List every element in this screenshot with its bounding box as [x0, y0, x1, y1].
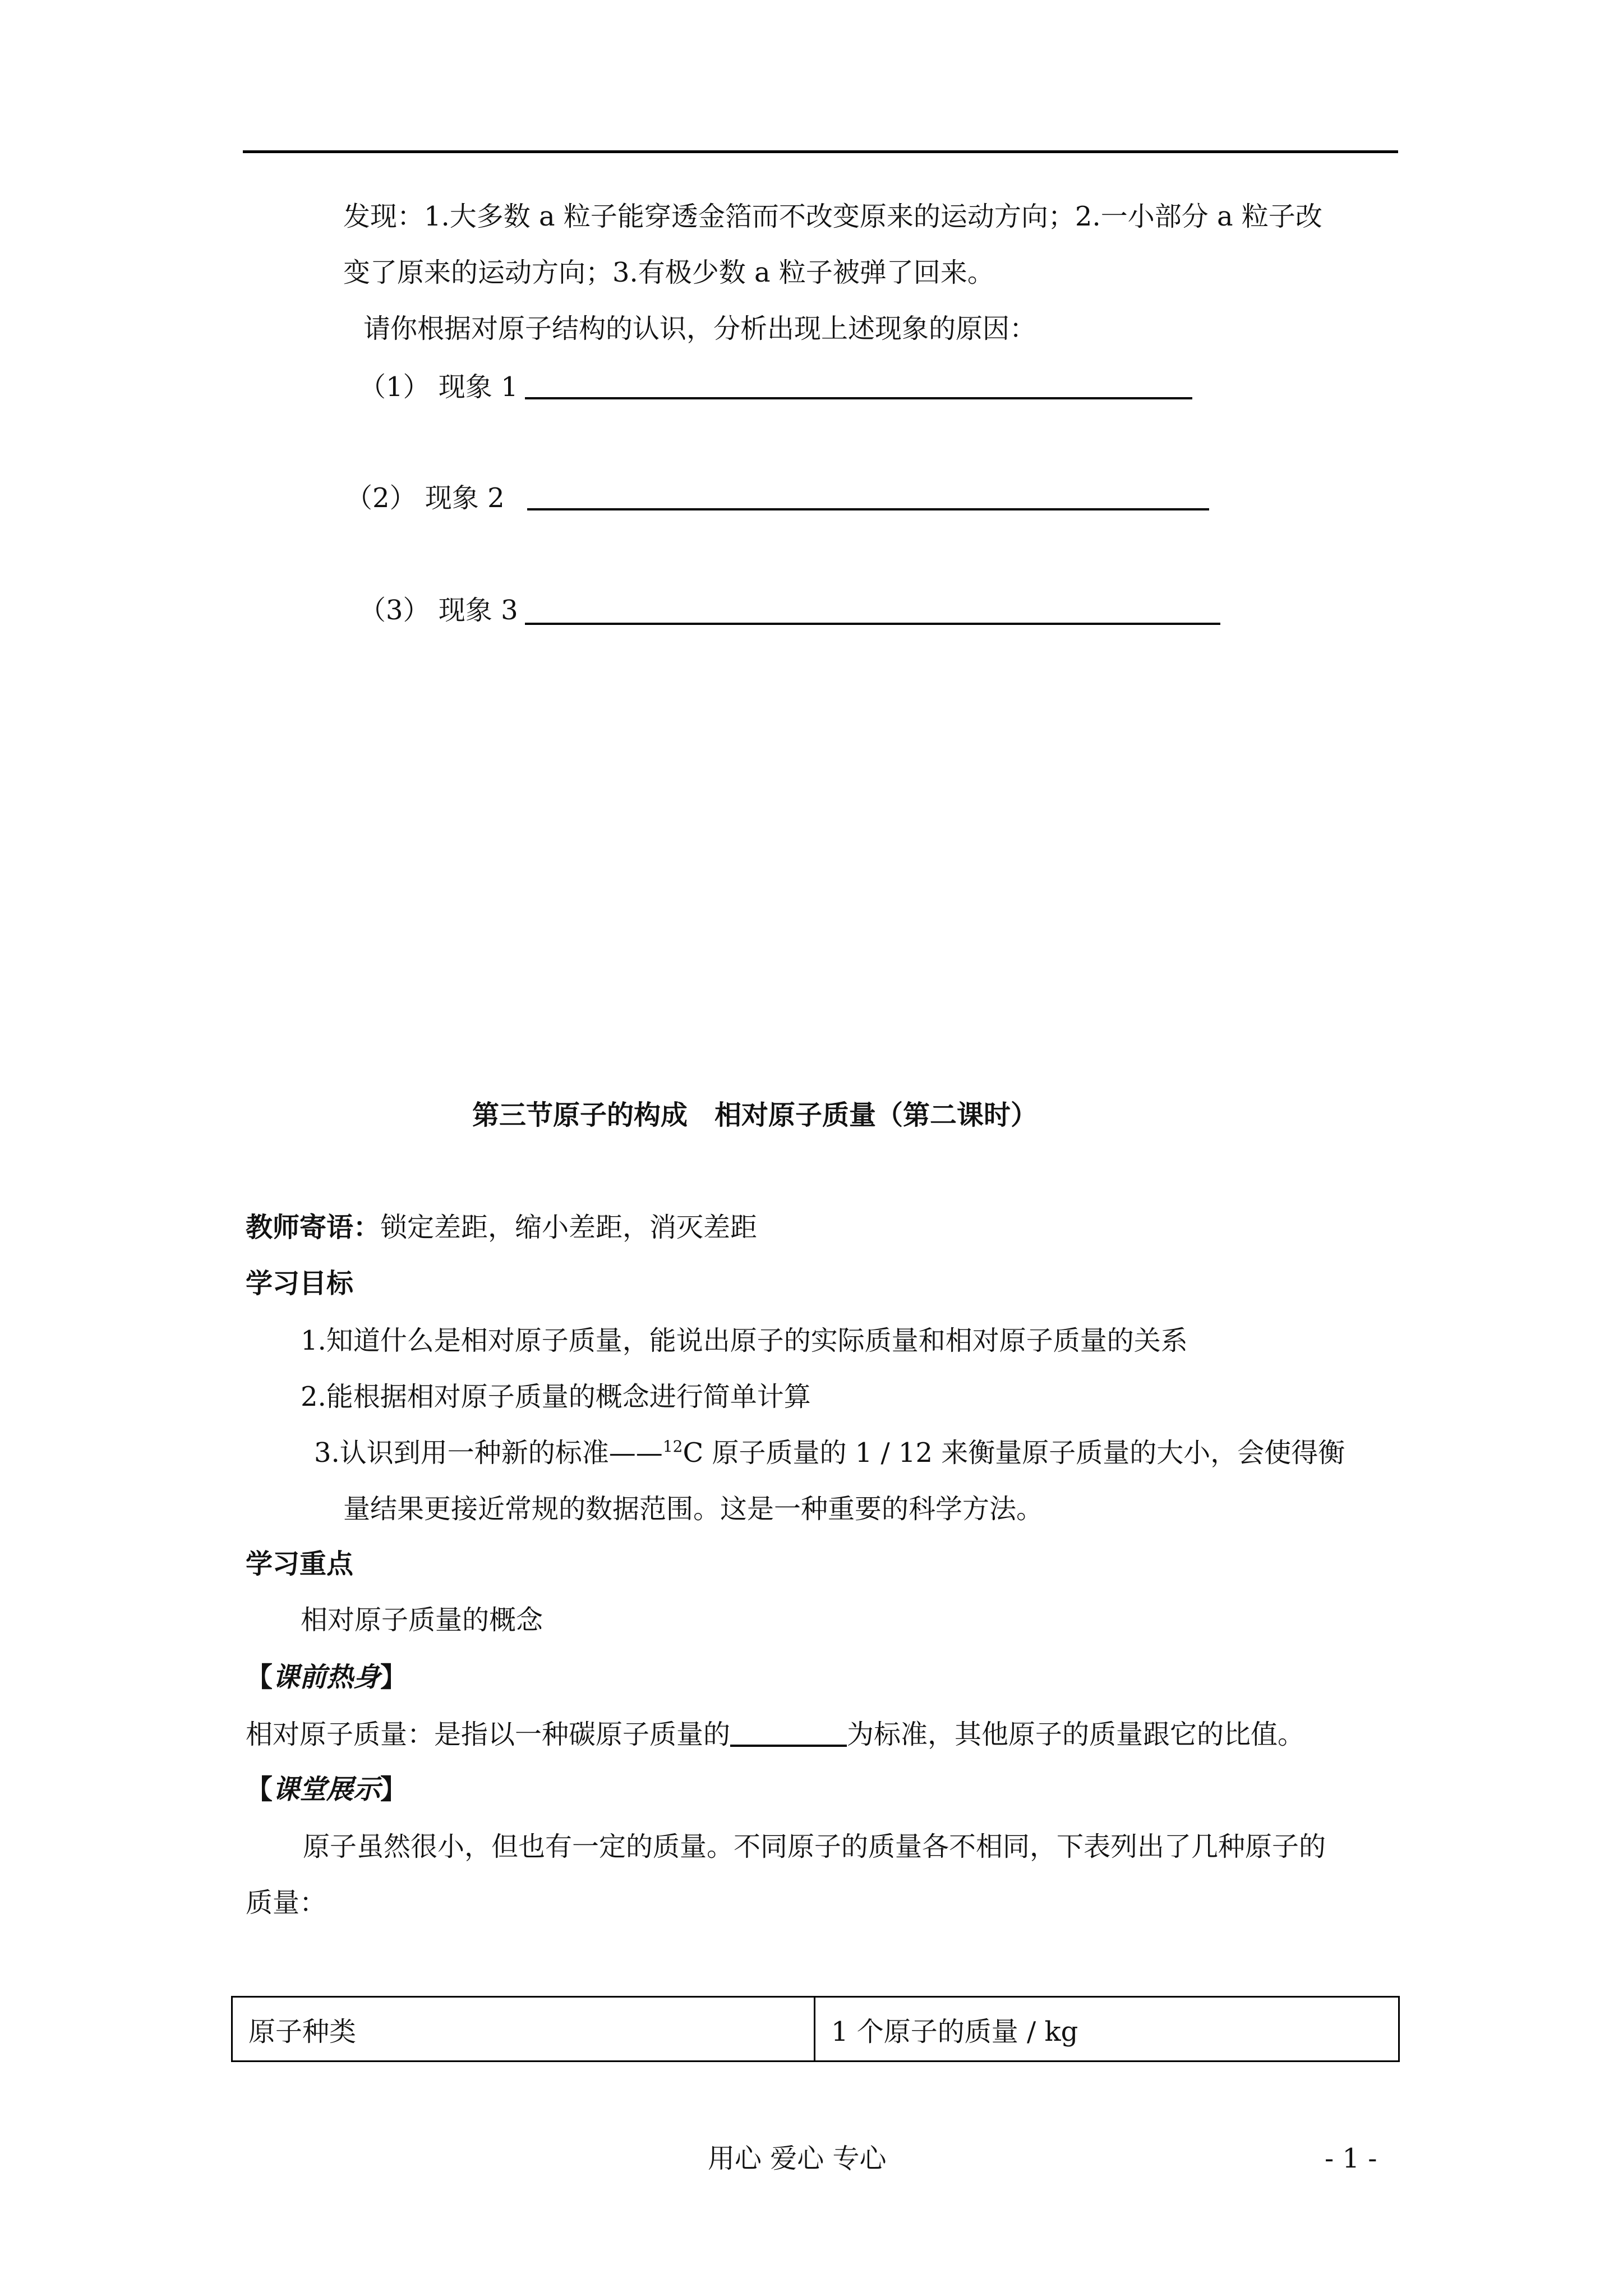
teacher-message [246, 1211, 757, 1244]
objective-1: 1.知道什么是相对原子质量，能说出原子的实际质量和相对原子质量的关系 [301, 1325, 1188, 1356]
classroom-heading-text: 课堂展示 [273, 1774, 381, 1805]
teacher-message-label: 教师寄语： [246, 1212, 381, 1243]
warmup-heading-text: 课前热身 [273, 1662, 381, 1693]
phenomenon-3-label: 现象 3 [438, 595, 518, 626]
focus-text: 相对原子质量的概念 [301, 1604, 543, 1636]
classroom-bracket-close: 】 [380, 1774, 408, 1805]
teacher-message-text: 锁定差距，缩小差距，消灭差距 [380, 1212, 758, 1243]
objective-3 [314, 1436, 1345, 1470]
header-atom-type: 原子种类 [232, 1997, 815, 2062]
findings-line-1: 发现：1.大多数 a 粒子能穿透金箔而不改变原来的运动方向；2.一小部分 a 粒子改 [343, 201, 1322, 232]
footer-motto: 用心 爱心 专心 [708, 2143, 887, 2174]
carbon-mass-number: 12 [662, 1437, 683, 1456]
phenomenon-1-label: 现象 1 [438, 371, 518, 403]
warmup-question-end: 为标准，其他原子的质量跟它的比值。 [847, 1719, 1305, 1750]
objective-3-end: C 原子质量的 1 / 12 来衡量原子质量的大小，会使得衡 [683, 1437, 1345, 1469]
phenomenon-1-number: （1） [359, 371, 430, 403]
warmup-bracket-open: 【 [246, 1662, 273, 1693]
warmup-blank[interactable] [730, 1717, 847, 1747]
table-header-row [232, 1997, 1399, 2062]
phenomenon-2-answer-line[interactable] [527, 508, 1209, 510]
header-rule [243, 150, 1398, 153]
objective-2: 2.能根据相对原子质量的概念进行简单计算 [301, 1381, 811, 1412]
warmup-bracket-close: 】 [380, 1662, 408, 1693]
phenomenon-2-number: （2） [345, 482, 417, 514]
phenomenon-3 [359, 593, 518, 627]
findings-line-2: 变了原来的运动方向；3.有极少数 a 粒子被弹了回来。 [343, 257, 994, 288]
warmup-question [246, 1717, 1304, 1751]
objective-3-start: 3.认识到用一种新的标准—— [314, 1437, 663, 1469]
phenomenon-1-answer-line[interactable] [525, 397, 1192, 399]
classroom-paragraph-line-1: 原子虽然很小，但也有一定的质量。不同原子的质量各不相同，下表列出了几种原子的 [303, 1831, 1326, 1862]
atom-mass-table [231, 1996, 1400, 2062]
objectives-heading: 学习目标 [246, 1268, 354, 1299]
phenomenon-1 [359, 370, 518, 404]
page-number: - 1 - [1325, 2143, 1377, 2174]
phenomenon-3-number: （3） [359, 595, 430, 626]
warmup-question-start: 相对原子质量：是指以一种碳原子质量的 [246, 1719, 731, 1750]
classroom-heading [246, 1773, 407, 1806]
warmup-heading [246, 1660, 407, 1694]
analysis-prompt: 请你根据对原子结构的认识，分析出现上述现象的原因： [363, 313, 1037, 344]
classroom-paragraph-line-2: 质量： [246, 1887, 327, 1918]
phenomenon-2 [345, 481, 505, 515]
classroom-bracket-open: 【 [246, 1774, 273, 1805]
phenomenon-3-answer-line[interactable] [525, 623, 1220, 625]
focus-heading: 学习重点 [246, 1548, 354, 1580]
objective-3-line-2: 量结果更接近常规的数据范围。这是一种重要的科学方法。 [343, 1493, 1044, 1525]
phenomenon-2-label: 现象 2 [425, 482, 505, 514]
section-title: 第三节原子的构成 相对原子质量（第二课时） [472, 1099, 1038, 1131]
header-atom-mass: 1 个原子的质量 / kg [815, 1997, 1399, 2062]
